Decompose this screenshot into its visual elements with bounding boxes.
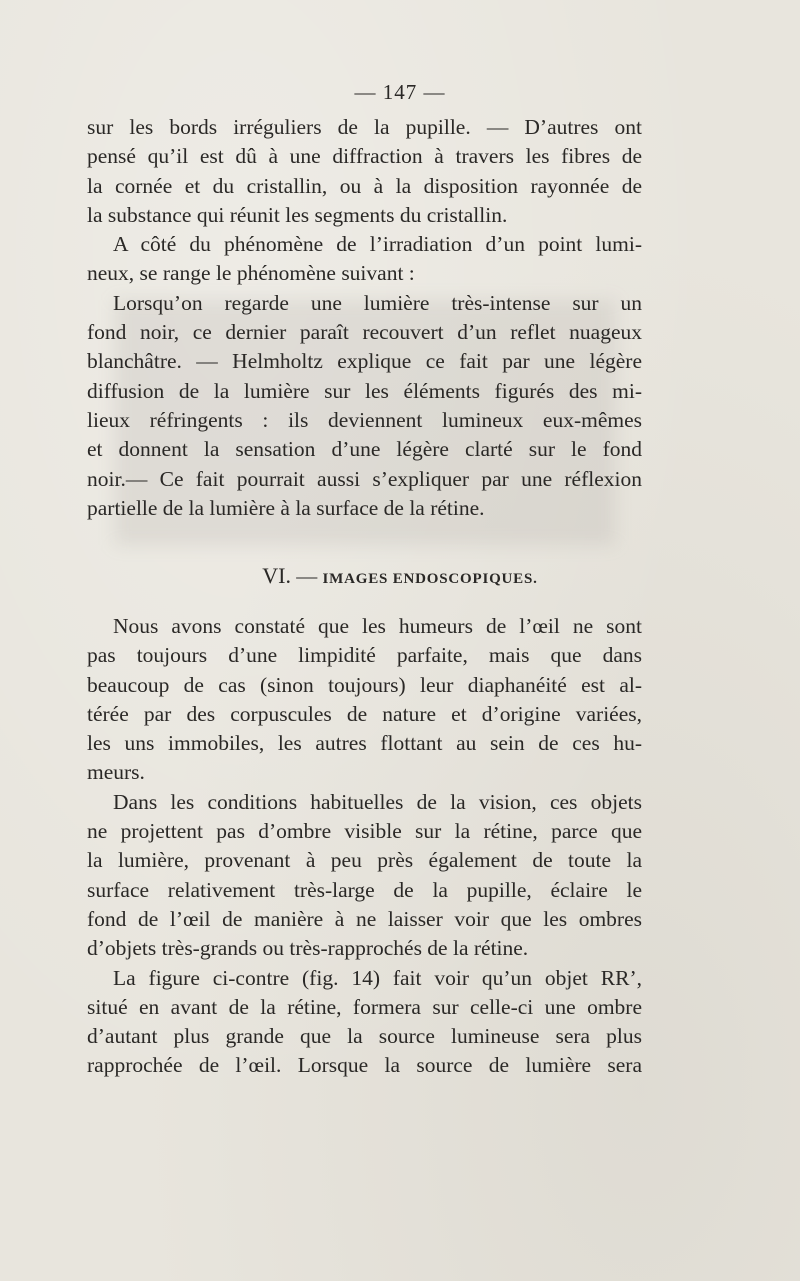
text-line: blanchâtre. — Helmholtz explique ce fait par une légère — [87, 349, 642, 374]
section-title: IMAGES ENDOSCOPIQUES. — [322, 571, 538, 587]
text-line: ne projettent pas d’ombre visible sur la rétine, parce que — [87, 819, 642, 844]
text-line: d’objets très-grands ou très-rapprochés de la rétine. — [87, 936, 529, 961]
text-line: et donnent la sensation d’une légère clarté sur le fond — [87, 437, 642, 462]
text-line: térée par des corpuscules de nature et d’origine variées, — [87, 701, 642, 726]
text-line: rapprochée de l’œil. Lorsque la source de lumière sera — [87, 1053, 642, 1078]
text-line: meurs. — [87, 760, 145, 785]
text-line: situé en avant de la rétine, formera sur celle-ci une ombre — [87, 994, 642, 1019]
text-line: noir.— Ce fait pourrait aussi s’expliquer par une réflexion — [87, 466, 642, 491]
text-line: la substance qui réunit les segments du cristallin. — [87, 202, 508, 227]
text-line: pensé qu’il est dû à une diffraction à travers les fibres de — [87, 144, 642, 169]
text-line: fond de l’œil de manière à ne laisser voir que les ombres — [87, 906, 642, 931]
text-line: d’autant plus grande que la source lumineuse sera plus — [87, 1024, 642, 1049]
paragraph-block-endoscopic — [87, 612, 642, 1081]
text-line: la cornée et du cristallin, ou à la disposition rayonnée de — [87, 173, 642, 198]
section-heading — [0, 562, 800, 593]
text-line: pas toujours d’une limpidité parfaite, mais que dans — [87, 643, 642, 668]
text-line: la lumière, provenant à peu près également de toute la — [87, 848, 642, 873]
text-line: fond noir, ce dernier paraît recouvert d’un reflet nuageux — [87, 320, 642, 345]
text-line: Nous avons constaté que les humeurs de l’œil ne sont — [113, 614, 642, 638]
section-dash: — — [296, 564, 318, 588]
text-line: beaucoup de cas (sinon toujours) leur diaphanéité est al- — [87, 672, 642, 697]
text-line: sur les bords irréguliers de la pupille. — D’autres ont — [87, 115, 642, 139]
paragraph-block-irradiation — [87, 113, 642, 523]
text-line: les uns immobiles, les autres flottant au sein de ces hu- — [87, 731, 642, 756]
text-line: lieux réfringents : ils deviennent lumineux eux-mêmes — [87, 407, 642, 432]
text-line: partielle de la lumière à la surface de la rétine. — [87, 495, 485, 520]
page-number: — 147 — — [354, 80, 446, 104]
text-line: surface relativement très-large de la pupille, éclaire le — [87, 877, 642, 902]
section-numeral: VI. — [262, 563, 292, 588]
text-line: neux, se range le phénomène suivant : — [87, 261, 415, 286]
text-line: La figure ci-contre (fig. 14) fait voir qu’un objet RR’, — [113, 965, 642, 990]
text-line: A côté du phénomène de l’irradiation d’un point lumi- — [113, 232, 642, 257]
text-line: Lorsqu’on regarde une lumière très-intense sur un — [113, 290, 642, 315]
text-line: diffusion de la lumière sur les éléments figurés des mi- — [87, 378, 642, 403]
text-line: Dans les conditions habituelles de la vision, ces objets — [113, 789, 642, 814]
